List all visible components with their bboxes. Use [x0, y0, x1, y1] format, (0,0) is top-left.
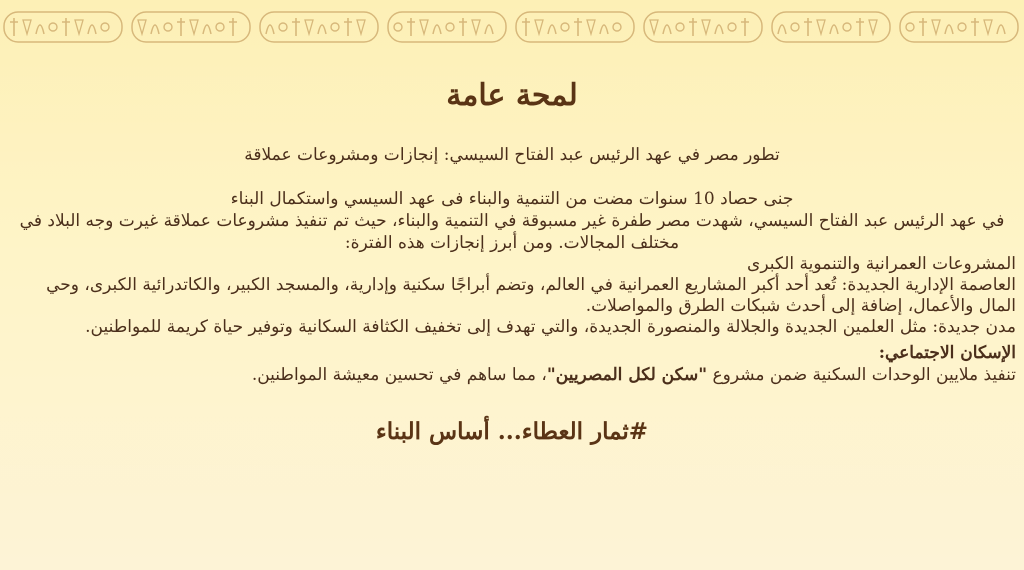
main-content: [0, 52, 1024, 448]
intro-heading: جنى حصاد 10 سنوات مضت من التنمية والبناء فى عهد السيسي واستكمال البناء: [230, 189, 794, 209]
housing-text-post: ، مما ساهم في تحسين معيشة المواطنين.: [251, 365, 547, 385]
housing-text-pre: تنفيذ ملايين الوحدات السكنية ضمن مشروع: [707, 365, 1016, 385]
intro-body: في عهد الرئيس عبد الفتاح السيسي، شهدت مصر طفرة غير مسبوقة في التنمية والبناء، حيث تم تنفيذ مشروعات عملاقة غيرت وجه البلاد في مختلف المجالات. ومن أبرز إنجازات هذه الفترة:: [19, 211, 1005, 253]
housing-paragraph: [0, 364, 1024, 386]
page-subtitle: تطور مصر في عهد الرئيس عبد الفتاح السيسي: إنجازات ومشروعات عملاقة: [244, 145, 780, 165]
section-heading: المشروعات العمرانية والتنموية الكبرى: [747, 254, 1016, 274]
hieroglyph-pattern-icon: [0, 0, 1024, 52]
new-cities-paragraph: مدن جديدة: مثل العلمين الجديدة والجلالة والمنصورة الجديدة، والتي تهدف إلى تخفيف الكثافة السكانية وتوفير حياة كريمة للمواطنين.: [85, 317, 1016, 337]
hashtag-slogan: #ثمار العطاء... أساس البناء: [375, 418, 649, 445]
housing-heading: الإسكان الاجتماعي:: [878, 343, 1016, 363]
housing-project-name: "سكن لكل المصريين": [546, 365, 708, 385]
page-title: لمحة عامة: [446, 78, 578, 113]
capital-paragraph: العاصمة الإدارية الجديدة: تُعد أحد أكبر المشاريع العمرانية في العالم، وتضم أبراجًا سكنية وإدارية، والمسجد الكبير، والكاتدرائية الكبرى، وحي المال والأعمال، إضافة إلى أحدث شبكات الطرق والمواصلات.: [46, 275, 1016, 316]
hieroglyph-band: [0, 0, 1024, 52]
